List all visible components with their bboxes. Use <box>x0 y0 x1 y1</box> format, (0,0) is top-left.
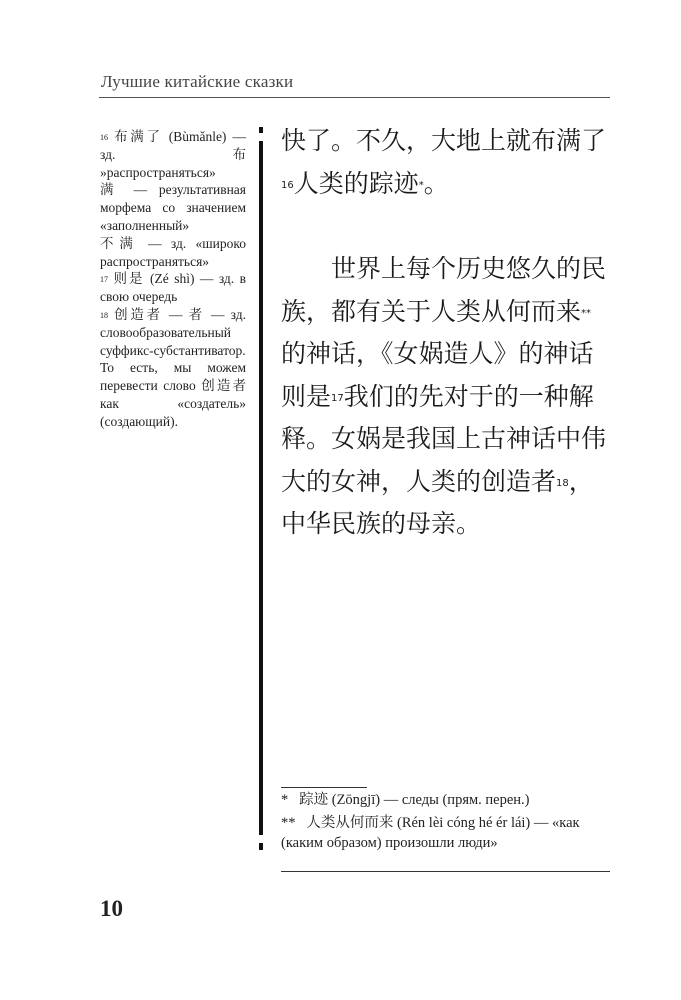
note-text: 布满了 (Bùmǎnle) — зд. 布 »распространяться» <box>100 129 246 180</box>
note-text: 则是 (Zé shì) — зд. в свою очередь <box>100 271 246 305</box>
footnote-text: 人类从何而来 (Rén lèi cóng hé ér lái) — «как (каким образом) произошли люди» <box>281 814 580 851</box>
text-run: 世界上每个历史悠久的民族，都有关于人类从何而来 <box>281 254 607 326</box>
note-number: 16 <box>100 133 108 142</box>
footnote-ref-double-star: ** <box>581 307 592 319</box>
footnote-separator <box>281 787 367 788</box>
text-run: 。 <box>423 168 449 198</box>
note-text: 满 — результативная морфема со значением «заполненный» <box>100 182 246 233</box>
note-ref-16: 16 <box>281 179 294 191</box>
margin-note-17 <box>100 270 246 306</box>
margin-note-18 <box>100 306 246 431</box>
footnote-ref-star: * <box>418 179 424 191</box>
paragraph-1 <box>281 120 611 205</box>
vertical-divider <box>259 127 263 850</box>
footnote-mark: * <box>281 792 289 808</box>
footnotes <box>281 790 612 856</box>
note-number: 17 <box>100 275 108 285</box>
margin-note-man <box>100 181 246 234</box>
margin-note-buman <box>100 235 246 271</box>
footnote-star <box>281 790 612 811</box>
running-header: Лучшие китайские сказки <box>101 72 294 91</box>
note-text: 不满 — зд. «широко распространяться» <box>100 235 246 269</box>
main-text <box>281 120 611 546</box>
footnote-double-star <box>281 813 612 854</box>
margin-note-16 <box>100 128 246 181</box>
header-rule <box>99 97 610 98</box>
note-number: 18 <box>100 310 108 320</box>
paragraph-2 <box>281 248 611 546</box>
text-run: 我们的先对于的一种解释。女娲是我国上古神话中伟大的女神，人类的创造者 <box>281 381 607 496</box>
footnote-text: 踪迹 (Zōngjī) — следы (прям. перен.) <box>299 792 530 808</box>
note-ref-18: 18 <box>556 477 569 489</box>
text-run: 的神话，《女娲造人》的神话则是 <box>281 339 594 411</box>
footnote-mark: ** <box>281 814 296 831</box>
margin-notes <box>100 128 246 431</box>
text-run: 快了。不久，大地上就布满了 <box>281 126 607 155</box>
text-run: ，中华民族的母亲。 <box>281 466 594 538</box>
footnote-bottom-rule <box>281 871 610 872</box>
note-text: 创造者 — 者 — зд. словообразовательный суффикс-субстантиватор. То есть, мы можем перевести слово 创造者 как «создатель» (создающий). <box>100 306 246 429</box>
text-run: 人类的踪迹 <box>293 168 419 198</box>
page-number: 10 <box>100 896 123 921</box>
note-ref-17: 17 <box>331 392 344 404</box>
